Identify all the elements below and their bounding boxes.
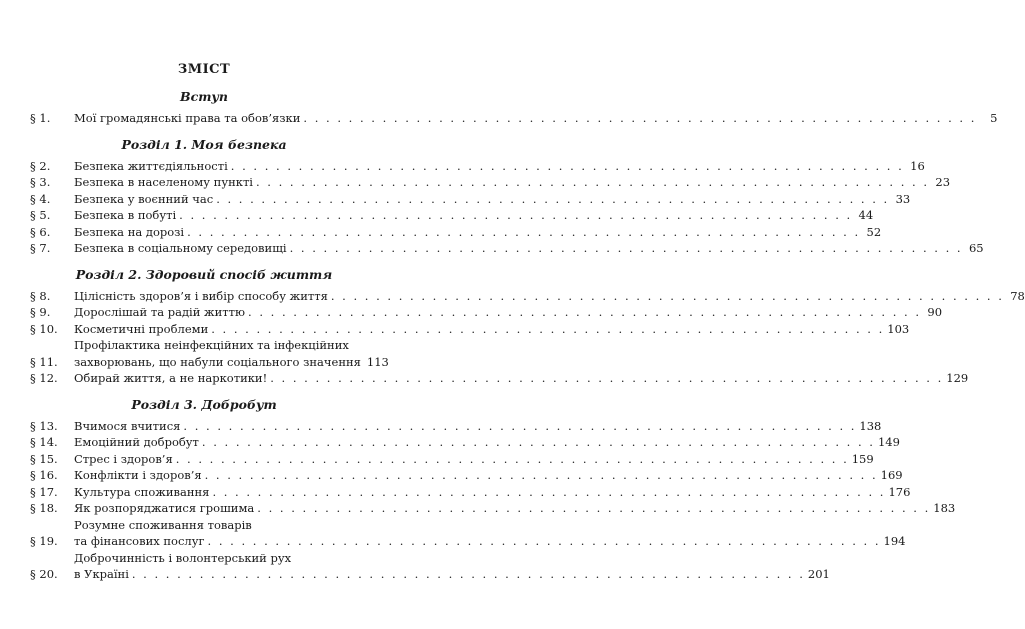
entry-body xyxy=(74,321,910,338)
entry-body xyxy=(74,304,943,321)
page-number: 78 xyxy=(1010,288,1025,303)
entry-last-line xyxy=(74,566,830,583)
dot-leader: . . . . . . . . . . . . . . . . . . . . . . . . . . . . . . . . . . . . . . . . . . . . . . . . . . . . . . . . . . . . xyxy=(207,534,881,548)
entry-title-line: Обирай життя, а не наркотики! xyxy=(74,371,268,385)
entry-body xyxy=(74,370,969,387)
paragraph-number: § 2. xyxy=(30,158,51,173)
toc-section xyxy=(30,89,998,127)
entry-body xyxy=(74,418,882,435)
paragraph-number: § 7. xyxy=(30,241,51,255)
entry-title-line: в Україні xyxy=(74,567,129,581)
page-number: 23 xyxy=(935,175,951,189)
entry-body xyxy=(74,224,882,241)
toc-entry[interactable] xyxy=(30,110,998,127)
entry-last-line xyxy=(74,158,925,175)
dot-leader: . . . . . . . . . . . . . . . . . . . . . . . . . . . . . . . . . . . . . . . . . . . . . . . . . . . . . . . . . . . . xyxy=(256,175,930,189)
toc-entry[interactable] xyxy=(30,158,925,175)
section-title: Вступ xyxy=(180,89,228,104)
dot-leader: . . . . . . . . . . . . . . . . . . . . . . . . . . . . . . . . . . . . . . . . . . . . . . . . . . . . . . . . . . . . xyxy=(303,111,977,125)
paragraph-number: § 18. xyxy=(30,501,58,515)
paragraph-number: § 10. xyxy=(30,321,58,336)
page-number: 103 xyxy=(887,321,910,336)
paragraph-number: § 15. xyxy=(30,451,58,466)
dot-leader: . . . . . . . . . . . . . . . . . . . . . . . . . . . . . . . . . . . . . . . . . . . . . . . . . . . . . . . . . . . . xyxy=(248,305,922,319)
dot-leader: . . . . . . . . . . . . . . . . . . . . . . . . . . . . . . . . . . . . . . . . . . . . . . . . . . . . . . . . . . . . xyxy=(201,435,875,449)
entry-title-line: Косметичні проблеми xyxy=(74,321,209,336)
page-number: 194 xyxy=(883,534,906,548)
paragraph-number: § 12. xyxy=(30,371,58,385)
paragraph-number: § 20. xyxy=(30,567,58,581)
toc-entry[interactable] xyxy=(30,500,956,517)
entry-title-line: Безпека в побуті xyxy=(74,208,177,222)
entry-last-line xyxy=(74,451,874,468)
page-number: 65 xyxy=(968,241,984,255)
entry-body xyxy=(74,434,900,451)
toc-sections xyxy=(30,89,1025,583)
page-number: 149 xyxy=(877,435,900,449)
page-number: 113 xyxy=(366,354,389,369)
dot-leader: . . . . . . . . . . . . . . . . . . . . . . . . . . . . . . . . . . . . . . . . . . . . . . . . . . . . . . . . . . . . xyxy=(212,484,886,499)
entry-title-line: Безпека на дорозі xyxy=(74,224,185,239)
toc-entry[interactable] xyxy=(30,550,830,583)
entry-title-line: Вчимося вчитися xyxy=(74,418,181,433)
entry-body xyxy=(74,484,911,501)
toc-entry[interactable] xyxy=(30,288,1025,305)
toc-section xyxy=(30,266,1025,387)
entry-title-line: Як розпоряджатися грошима xyxy=(74,501,255,515)
entry-body xyxy=(74,110,998,127)
entry-last-line xyxy=(74,484,911,501)
section-title: Розділ 1. Моя безпека xyxy=(121,136,287,152)
entry-last-line xyxy=(74,207,874,224)
entry-body xyxy=(74,191,911,208)
entry-body xyxy=(74,240,984,257)
entry-last-line xyxy=(74,110,998,127)
page-number: 169 xyxy=(880,468,903,482)
entry-title-line: Мої громадянські права та обов’язки xyxy=(74,111,301,125)
page-number: 16 xyxy=(910,158,925,173)
paragraph-number: § 11. xyxy=(30,354,58,369)
dot-leader: . . . . . . . . . . . . . . . . . . . . . . . . . . . . . . . . . . . . . . . . . . . . . . . . . . . . . . . . . . . . xyxy=(211,321,885,336)
page-number: 44 xyxy=(858,208,874,222)
dot-leader: . . . . . . . . . . . . . . . . . . . . . . . . . . . . . . . . . . . . . . . . . . . . . . . . . . . . . . . . . . . . xyxy=(216,191,890,206)
entry-title-line: Безпека життєдіяльності xyxy=(74,158,228,173)
paragraph-number: § 3. xyxy=(30,175,51,189)
dot-leader: . . . . . . . . . . . . . . . . . . . . . . . . . . . . . . . . . . . . . . . . . . . . . . . . . . . . . . . . . . . . xyxy=(270,371,944,385)
dot-leader: . . . . . . . . . . . . . . . . . . . . . . . . . . . . . . . . . . . . . . . . . . . . . . . . . . . . . . . . . . . . xyxy=(183,418,857,433)
paragraph-number: § 16. xyxy=(30,468,58,482)
page-number: 52 xyxy=(866,224,882,239)
page-number: 201 xyxy=(807,567,830,581)
toc-entry[interactable] xyxy=(30,370,969,387)
toc-entry[interactable] xyxy=(30,467,903,484)
entry-body xyxy=(74,337,389,370)
toc-section xyxy=(30,396,956,583)
paragraph-number: § 9. xyxy=(30,305,51,319)
entry-title-line: Культура споживання xyxy=(74,484,210,499)
paragraph-number: § 19. xyxy=(30,534,58,548)
paragraph-number: § 17. xyxy=(30,484,58,499)
page-number: 183 xyxy=(933,501,956,515)
paragraph-number: § 4. xyxy=(30,191,51,206)
page-number: 90 xyxy=(927,305,943,319)
entry-last-line xyxy=(74,418,882,435)
toc-entry[interactable] xyxy=(30,207,874,224)
page-number: 138 xyxy=(859,418,882,433)
entry-body xyxy=(74,500,956,517)
entry-last-line xyxy=(74,434,900,451)
entry-last-line xyxy=(74,174,951,191)
toc-entry[interactable] xyxy=(30,321,910,338)
toc-entry[interactable] xyxy=(30,484,911,501)
dot-leader: . . . . . . . . . . . . . . . . . . . . . . . . . . . . . . . . . . . . . . . . . . . . . . . . . . . . . . . . . . . . xyxy=(289,241,963,255)
entry-last-line xyxy=(74,321,910,338)
toc-entry[interactable] xyxy=(30,191,911,208)
dot-leader: . . . . . . . . . . . . . . . . . . . . . . . . . . . . . . . . . . . . . . . . . . . . . . . . . . . . . . . . . . . . xyxy=(187,224,861,239)
paragraph-number: § 1. xyxy=(30,111,51,125)
entry-body xyxy=(74,174,951,191)
entry-body xyxy=(74,288,1025,305)
entry-body xyxy=(74,550,830,583)
entry-body xyxy=(74,158,925,175)
entry-body xyxy=(74,451,874,468)
entry-body xyxy=(74,207,874,224)
entry-title-line: Безпека у воєнний час xyxy=(74,191,214,206)
entry-title-line: Стрес і здоров’я xyxy=(74,451,173,466)
entry-title-line: Доброчинність і волонтерський рух xyxy=(74,550,292,565)
dot-leader: . . . . . . . . . . . . . . . . . . . . . . . . . . . . . . . . . . . . . . . . . . . . . . . . . . . . . . . . . . . . xyxy=(175,451,849,466)
page-number: 176 xyxy=(888,484,911,499)
entry-last-line xyxy=(74,500,956,517)
toc-entry[interactable] xyxy=(30,304,943,321)
paragraph-number: § 14. xyxy=(30,435,58,449)
entry-title-line: Безпека в соціальному середовищі xyxy=(74,241,287,255)
page-number: 33 xyxy=(895,191,911,206)
toc-entry[interactable] xyxy=(30,451,874,468)
entry-title-line: Розумне споживання товарів xyxy=(74,517,252,532)
entry-body xyxy=(74,467,903,484)
toc-entry[interactable] xyxy=(30,434,900,451)
section-title: Розділ 3. Добробут xyxy=(131,396,277,412)
toc-entry[interactable] xyxy=(30,224,882,241)
entry-title-line: Конфлікти і здоров’я xyxy=(74,468,202,482)
toc-entry[interactable] xyxy=(30,174,951,191)
entry-last-line xyxy=(74,370,969,387)
entry-last-line xyxy=(74,288,1025,305)
entry-last-line xyxy=(74,354,389,371)
table-of-contents xyxy=(30,62,1025,593)
dot-leader: . . . . . . . . . . . . . . . . . . . . . . . . . . . . . . . . . . . . . . . . . . . . . . . . . . . . . . . . . . . . xyxy=(131,567,805,581)
dot-leader: . . . . . . . . . . . . . . . . . . . . . . . . . . . . . . . . . . . . . . . . . . . . . . . . . . . . . . . . . . . . xyxy=(230,158,904,173)
toc-section xyxy=(30,136,984,257)
dot-leader: . . . . . . . . . . . . . . . . . . . . . . . . . . . . . . . . . . . . . . . . . . . . . . . . . . . . . . . . . . . . xyxy=(330,288,1004,303)
dot-leader: . . . . . . . . . . . . . . . . . . . . . . . . . . . . . . . . . . . . . . . . . . . . . . . . . . . . . . . . . . . . xyxy=(257,501,931,515)
entry-title-line: Профілактика неінфекційних та інфекційних xyxy=(74,338,349,352)
paragraph-number: § 13. xyxy=(30,418,58,433)
entry-last-line xyxy=(74,240,984,257)
page-title: ЗМІСТ xyxy=(177,62,231,77)
page-number: 159 xyxy=(851,451,874,466)
entry-title-line: та фінансових послуг xyxy=(74,534,205,548)
entry-body xyxy=(74,517,906,550)
entry-title-line: Безпека в населеному пункті xyxy=(74,175,253,189)
entry-last-line xyxy=(74,191,911,208)
toc-entry[interactable] xyxy=(30,337,389,370)
entry-title-line: захворювань, що набули соціального значення xyxy=(74,354,361,369)
entry-title-line: Цілісність здоров’я і вибір способу життя xyxy=(74,288,328,303)
toc-entry[interactable] xyxy=(30,517,906,550)
dot-leader: . . . . . . . . . . . . . . . . . . . . . . . . . . . . . . . . . . . . . . . . . . . . . . . . . . . . . . . . . . . . xyxy=(204,468,878,482)
entry-last-line xyxy=(74,467,903,484)
entry-title-line: Емоційний добробут xyxy=(74,435,199,449)
section-title: Розділ 2. Здоровий спосіб життя xyxy=(75,266,333,282)
page-number: 5 xyxy=(990,111,998,125)
entry-last-line xyxy=(74,304,943,321)
entry-title-line: Дорослішай та радій життю xyxy=(74,305,246,319)
toc-entry[interactable] xyxy=(30,418,882,435)
dot-leader: . . . . . . . . . . . . . . . . . . . . . . . . . . . . . . . . . . . . . . . . . . . . . . . . . . . . . . . . . . . . xyxy=(179,208,853,222)
paragraph-number: § 6. xyxy=(30,224,51,239)
page-number: 129 xyxy=(946,371,969,385)
toc-entry[interactable] xyxy=(30,240,984,257)
paragraph-number: § 8. xyxy=(30,288,51,303)
paragraph-number: § 5. xyxy=(30,208,51,222)
entry-last-line xyxy=(74,533,906,550)
entry-last-line xyxy=(74,224,882,241)
